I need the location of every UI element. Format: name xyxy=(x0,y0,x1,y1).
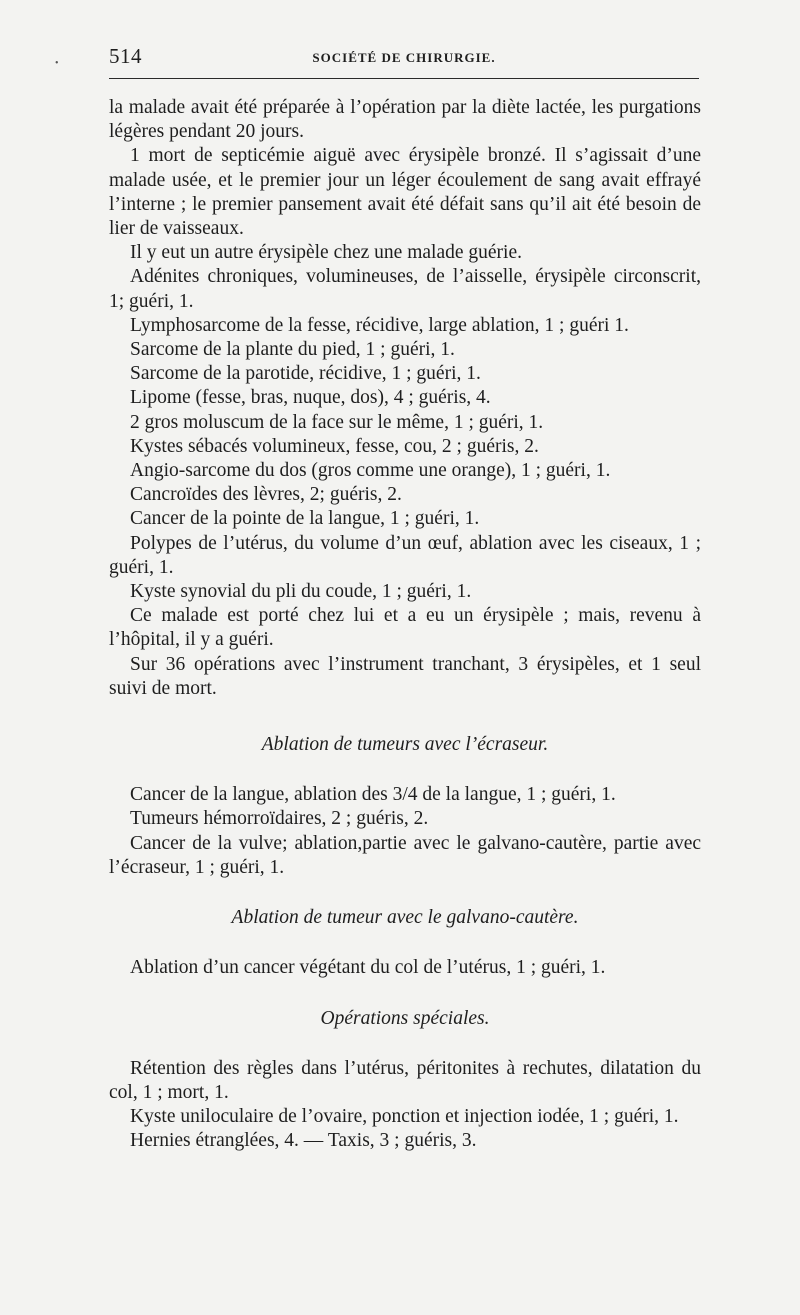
margin-speck: • xyxy=(55,58,59,69)
paragraph: la malade avait été préparée à l’opération par la diète lactée, les purgations légères pendant 20 jours. xyxy=(109,97,701,143)
paragraph: Cancroïdes des lèvres, 2; guéris, 2. xyxy=(130,484,402,506)
paragraph: 2 gros moluscum de la face sur le même, 1 ; guéri, 1. xyxy=(130,411,544,433)
paragraph: Rétention des règles dans l’utérus, péritonites à rechutes, dilatation du col, 1 ; mort, 1. xyxy=(109,1057,701,1103)
paragraph: Polypes de l’utérus, du volume d’un œuf, ablation avec les ciseaux, 1 ; guéri, 1. xyxy=(109,532,701,578)
paragraph: Sur 36 opérations avec l’instrument tranchant, 3 érysipèles, et 1 seul suivi de mort. xyxy=(109,653,701,699)
paragraph: Hernies étranglées, 4. — Taxis, 3 ; guéris, 3. xyxy=(130,1130,477,1152)
paragraph: Lipome (fesse, bras, nuque, dos), 4 ; guéris, 4. xyxy=(130,387,491,409)
section-title-operations-speciales: Opérations spéciales. xyxy=(320,1007,490,1029)
paragraph-block-4 xyxy=(109,1057,701,1154)
paragraph-block-3 xyxy=(109,956,701,980)
paragraph: Cancer de la pointe de la langue, 1 ; guéri, 1. xyxy=(130,508,480,530)
paragraph: Adénites chroniques, volumineuses, de l’aisselle, érysipèle circonscrit, 1; guéri, 1. xyxy=(109,266,701,312)
body-text xyxy=(109,96,701,1154)
page-number: 514 xyxy=(109,44,142,68)
paragraph: Kyste uniloculaire de l’ovaire, ponction et injection iodée, 1 ; guéri, 1. xyxy=(130,1106,679,1128)
paragraph: Kyste synovial du pli du coude, 1 ; guéri, 1. xyxy=(130,581,472,603)
page-header xyxy=(109,44,699,74)
paragraph: Kystes sébacés volumineux, fesse, cou, 2 ; guéris, 2. xyxy=(130,435,539,457)
paragraph: Cancer de la vulve; ablation,partie avec le galvano-cautère, partie avec l’écraseur, 1 ; guéri, 1. xyxy=(109,832,701,878)
paragraph: 1 mort de septicémie aiguë avec érysipèle bronzé. Il s’agissait d’une malade usée, et le premier jour un léger écoulement de sang avait effrayé l’interne ; le premier pansement avait été défait sans qu’il ait été besoin de lier de vaisseaux. xyxy=(109,145,701,240)
paragraph: Sarcome de la parotide, récidive, 1 ; guéri, 1. xyxy=(130,363,481,385)
paragraph: Ablation d’un cancer végétant du col de l’utérus, 1 ; guéri, 1. xyxy=(130,957,606,979)
paragraph: Sarcome de la plante du pied, 1 ; guéri, 1. xyxy=(130,339,455,361)
paragraph-block-2 xyxy=(109,783,701,880)
section-title-galvano-cautere: Ablation de tumeur avec le galvano-cautère. xyxy=(231,907,579,929)
section-title-ecraseur: Ablation de tumeurs avec l’écraseur. xyxy=(261,734,549,756)
header-rule xyxy=(109,78,699,79)
paragraph: Tumeurs hémorroïdaires, 2 ; guéris, 2. xyxy=(130,808,429,830)
paragraph-block-1 xyxy=(109,96,701,701)
paragraph: Angio-sarcome du dos (gros comme une orange), 1 ; guéri, 1. xyxy=(130,460,611,482)
paragraph: Cancer de la langue, ablation des 3/4 de la langue, 1 ; guéri, 1. xyxy=(130,784,616,806)
running-head: SOCIÉTÉ DE CHIRURGIE. xyxy=(312,50,496,65)
paragraph: Il y eut un autre érysipèle chez une malade guérie. xyxy=(130,242,522,264)
paragraph: Lymphosarcome de la fesse, récidive, large ablation, 1 ; guéri 1. xyxy=(130,314,629,336)
paragraph: Ce malade est porté chez lui et a eu un érysipèle ; mais, revenu à l’hôpital, il y a guéri. xyxy=(109,605,701,651)
